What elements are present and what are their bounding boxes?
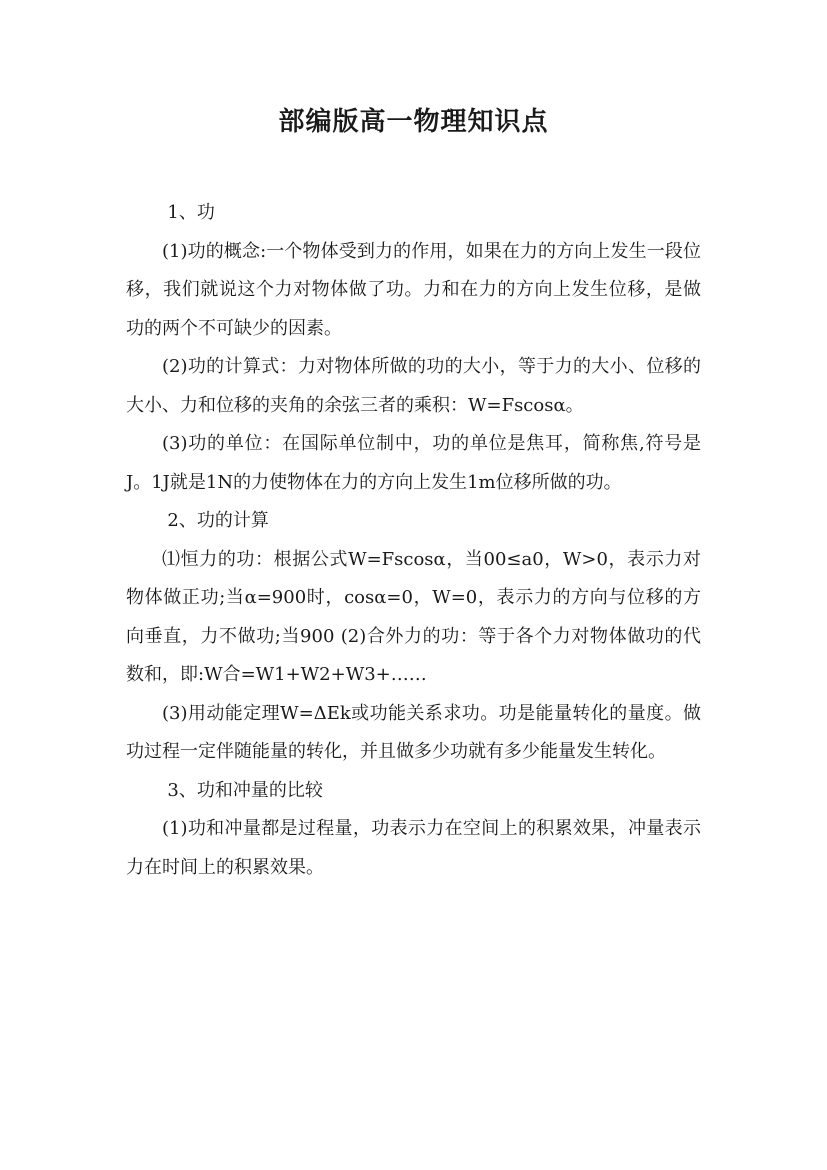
paragraph-work-unit: (3)功的单位：在国际单位制中，功的单位是焦耳，简称焦,符号是J。1J就是1N的力使物体在力的方向上发生1m位移所做的功。 xyxy=(126,433,701,493)
section-heading-work-impulse: 3、功和冲量的比较 xyxy=(167,779,323,801)
section-heading-work: 1、功 xyxy=(167,202,215,223)
paragraph-work-formula: (2)功的计算式：力对物体所做的功的大小，等于力的大小、位移的大小、力和位移的夹角的余弦三者的乘积：W=Fscosα。 xyxy=(126,356,701,416)
section-heading-work-calculation: 2、功的计算 xyxy=(167,510,269,531)
document-title: 部编版高一物理知识点 xyxy=(278,107,549,137)
paragraph-work-concept: (1)功的概念:一个物体受到力的作用，如果在力的方向上发生一段位移，我们就说这个力对物体做了功。力和在力的方向上发生位移，是做功的两个不可缺少的因素。 xyxy=(126,240,701,339)
paragraph-constant-force-work: ⑴恒力的功：根据公式W=Fscosα，当00≤a0，W>0，表示力对物体做正功;当α=900时，cosα=0，W=0，表示力的方向与位移的方向垂直，力不做功;当900 (2)合外力的功：等于各个力对物体做功的代数和，即:W合=W1+W2+W3+…… xyxy=(126,548,701,685)
document-body xyxy=(126,194,701,887)
paragraph-work-impulse-comparison: (1)功和冲量都是过程量，功表示力在空间上的积累效果，冲量表示力在时间上的积累效果。 xyxy=(126,818,701,878)
paragraph-kinetic-energy-theorem: (3)用动能定理W=ΔEk或功能关系求功。功是能量转化的量度。做功过程一定伴随能量的转化，并且做多少功就有多少能量发生转化。 xyxy=(126,702,701,762)
